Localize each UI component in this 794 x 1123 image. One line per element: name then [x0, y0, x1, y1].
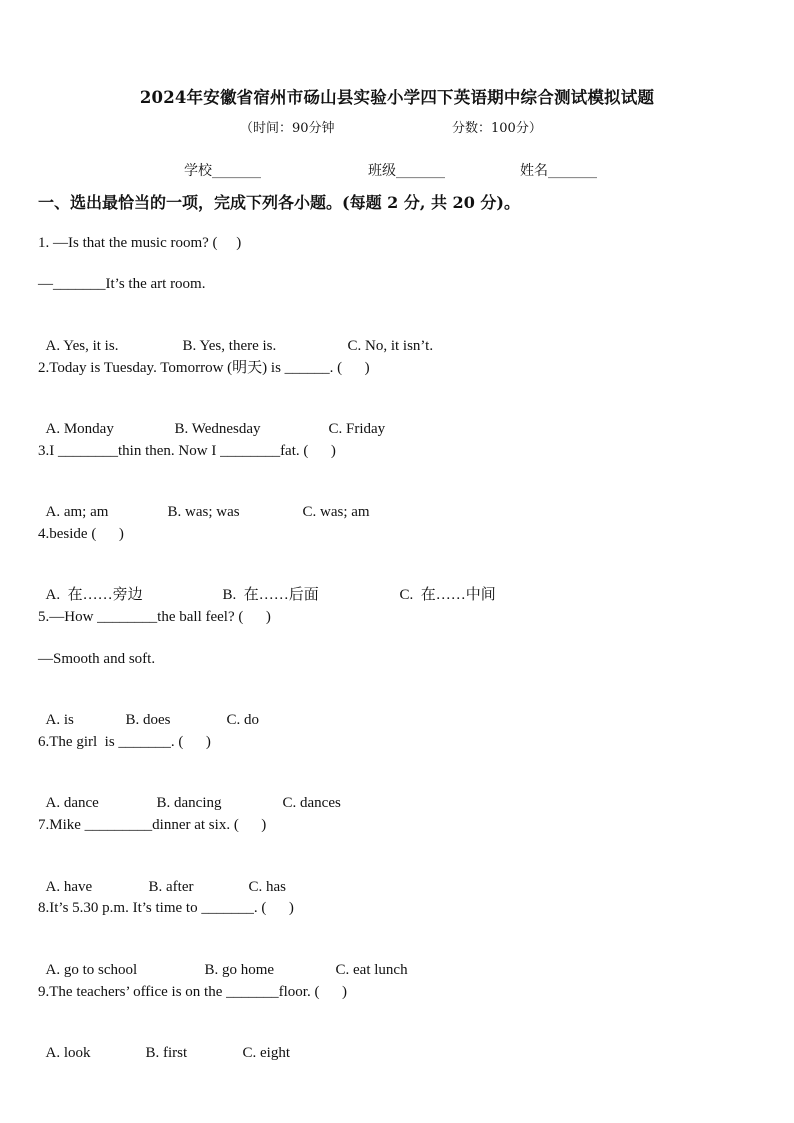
- option-a: A. Monday: [45, 421, 114, 437]
- option-b: B. does: [125, 712, 171, 728]
- page-title: 2024年安徽省宿州市砀山县实验小学四下英语期中综合测试模拟试题: [139, 88, 655, 107]
- question-options: [38, 857, 286, 897]
- option-b: B. dancing: [156, 795, 222, 811]
- question-stem: 8.It’s 5.30 p.m. It’s time to _______. ( ): [38, 900, 294, 916]
- option-b: B. first: [145, 1045, 188, 1061]
- option-c: C. eight: [242, 1045, 290, 1061]
- option-c: C. dances: [282, 795, 341, 811]
- question-options: [38, 316, 433, 356]
- question-options: [38, 482, 370, 522]
- option-c: C. Friday: [328, 421, 386, 437]
- question-options: [38, 1023, 290, 1063]
- question-stem: 1. —Is that the music room? ( ): [38, 235, 242, 251]
- option-b: B. Wednesday: [174, 421, 261, 437]
- question-options: [38, 773, 341, 813]
- option-a: A. have: [45, 879, 93, 895]
- option-a: A. is: [45, 712, 74, 728]
- option-c: C. do: [226, 712, 260, 728]
- section-heading: 一、选出最恰当的一项，完成下列各小题。(每题 2 分, 共 20 分)。: [38, 193, 520, 212]
- option-c: C. was; am: [302, 504, 370, 520]
- exam-score: 分数：100分）: [452, 121, 542, 136]
- question-options: [38, 940, 408, 980]
- question-stem: 3.I ________thin then. Now I ________fat. ( ): [38, 443, 336, 459]
- question-options: [38, 399, 385, 439]
- option-a: A. look: [45, 1045, 91, 1061]
- option-c: C. eat lunch: [335, 962, 408, 978]
- question-options: [38, 565, 496, 605]
- exam-time: （时间：90分钟: [240, 121, 335, 136]
- option-a: A. 在……旁边: [45, 587, 143, 603]
- school-field: 学校_______: [184, 163, 261, 179]
- option-b: B. after: [148, 879, 194, 895]
- question-stem: 9.The teachers’ office is on the _______floor. ( ): [38, 984, 347, 1000]
- question-stem: 5.—How ________the ball feel? ( ): [38, 609, 271, 625]
- question-stem: 7.Mike _________dinner at six. ( ): [38, 817, 267, 833]
- name-field: 姓名_______: [520, 163, 597, 179]
- question-stem: 4.beside ( ): [38, 526, 124, 542]
- question-stem: 2.Today is Tuesday. Tomorrow (明天) is ______. ( ): [38, 360, 370, 376]
- question-options: [38, 690, 259, 730]
- option-a: A. am; am: [45, 504, 109, 520]
- class-field: 班级_______: [368, 163, 445, 179]
- option-a: A. dance: [45, 795, 99, 811]
- option-a: A. go to school: [45, 962, 138, 978]
- option-b: B. 在……后面: [222, 587, 319, 603]
- option-b: B. go home: [204, 962, 275, 978]
- option-b: B. was; was: [167, 504, 240, 520]
- question-sub: —Smooth and soft.: [38, 651, 156, 667]
- question-stem: 6.The girl is _______. ( ): [38, 734, 211, 750]
- option-b: B. Yes, there is.: [182, 338, 277, 354]
- option-c: C. 在……中间: [399, 587, 496, 603]
- option-c: C. No, it isn’t.: [347, 338, 434, 354]
- option-c: C. has: [248, 879, 286, 895]
- option-a: A. Yes, it is.: [45, 338, 119, 354]
- question-sub: —_______It’s the art room.: [38, 276, 206, 292]
